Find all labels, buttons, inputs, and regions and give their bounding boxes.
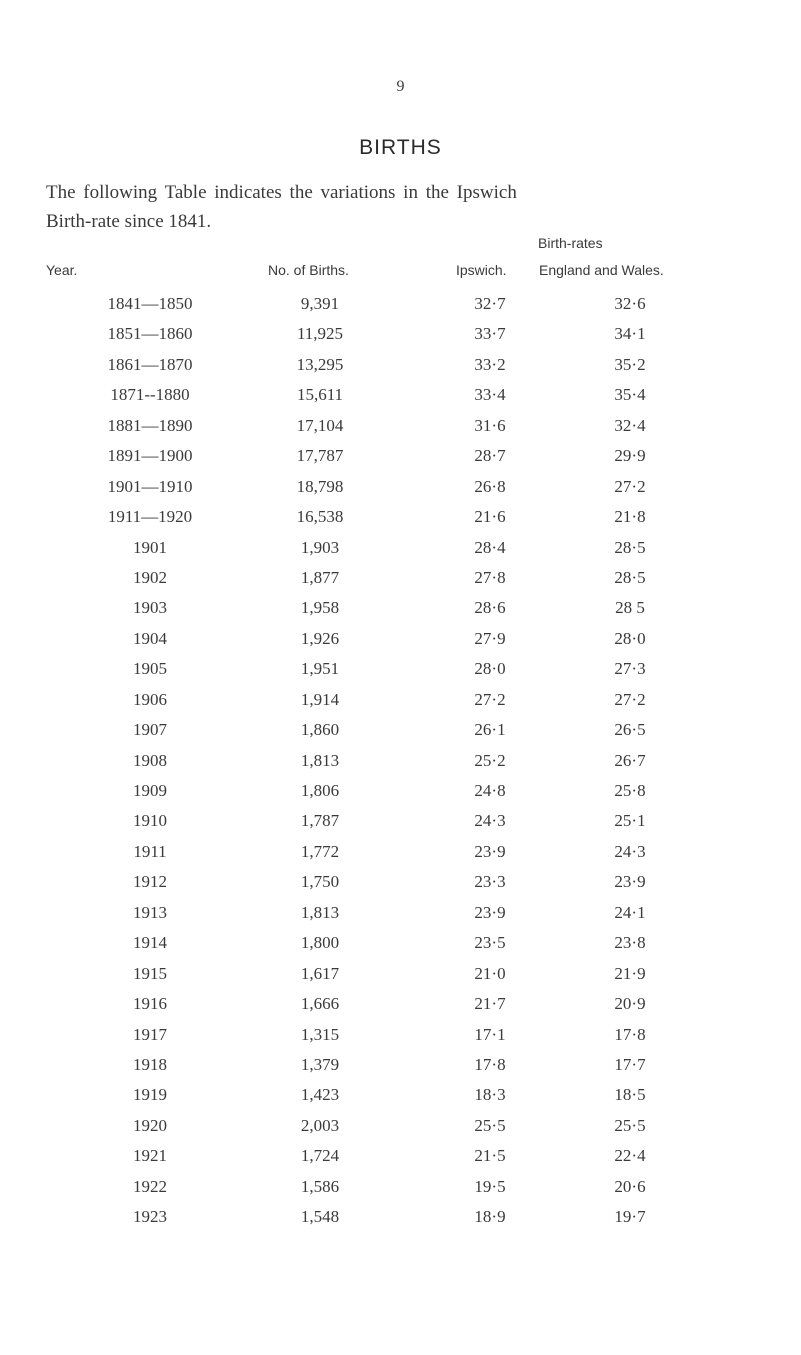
ipswich-rate-cell: 33·2	[474, 354, 506, 374]
table-row: 1913 1,813 23·9 24·1	[0, 903, 801, 933]
births-cell: 1,877	[300, 567, 340, 587]
births-cell: 1,379	[300, 1054, 340, 1074]
births-cell: 2,003	[300, 1115, 340, 1135]
table-row: 1911—1920 16,538 21·6 21·8	[0, 507, 801, 537]
table-row: 1920 2,003 25·5 25·5	[0, 1116, 801, 1146]
column-header-year: Year.	[46, 262, 78, 278]
england-wales-rate-cell: 25·5	[614, 1115, 646, 1135]
england-wales-rate-cell: 28·0	[614, 628, 646, 648]
ipswich-rate-cell: 33·7	[474, 324, 506, 344]
ipswich-rate-cell: 17·1	[474, 1024, 506, 1044]
births-cell: 1,548	[300, 1207, 340, 1227]
england-wales-rate-cell: 23·9	[614, 872, 646, 892]
ipswich-rate-cell: 26·1	[474, 720, 506, 740]
ipswich-rate-cell: 27·9	[474, 628, 506, 648]
england-wales-rate-cell: 24·3	[614, 841, 646, 861]
england-wales-rate-cell: 25·8	[614, 781, 646, 800]
england-wales-rate-cell: 24·1	[614, 902, 646, 922]
births-cell: 1,958	[300, 598, 340, 618]
births-cell: 1,860	[300, 720, 340, 740]
england-wales-rate-cell: 28·5	[614, 567, 646, 587]
england-wales-rate-cell: 22·4	[614, 1146, 646, 1166]
ipswich-rate-cell: 23·9	[474, 841, 506, 861]
england-wales-rate-cell: 27·2	[614, 476, 646, 496]
births-cell: 16,538	[296, 507, 344, 527]
table-row: 1861—1870 13,295 33·2 35·2	[0, 355, 801, 385]
england-wales-rate-cell: 19·7	[614, 1207, 646, 1227]
births-cell: 17,104	[296, 415, 344, 435]
births-cell: 1,750	[300, 872, 340, 892]
table-row: 1911 1,772 23·9 24·3	[0, 842, 801, 872]
table-row: 1914 1,800 23·5 23·8	[0, 933, 801, 963]
table-row: 1918 1,379 17·8 17·7	[0, 1055, 801, 1085]
table-row: 1922 1,586 19·5 20·6	[0, 1177, 801, 1207]
ipswich-rate-cell: 23·9	[474, 902, 506, 922]
page-heading: BIRTHS	[359, 136, 442, 159]
births-cell: 1,586	[300, 1176, 340, 1196]
births-cell: 1,315	[300, 1024, 340, 1044]
table-row: 1915 1,617 21·0 21·9	[0, 964, 801, 994]
england-wales-rate-cell: 28 5	[615, 598, 645, 618]
ipswich-rate-cell: 17·8	[474, 1054, 506, 1074]
ipswich-rate-cell: 27·2	[474, 689, 506, 709]
england-wales-rate-cell: 25·1	[614, 811, 646, 831]
table-row: 1901—1910 18,798 26·8 27·2	[0, 477, 801, 507]
ipswich-rate-cell: 28·6	[474, 598, 506, 618]
births-cell: 1,787	[300, 811, 340, 831]
ipswich-rate-cell: 21·6	[474, 507, 506, 527]
table-row: 1903 1,958 28·6 28 5	[0, 598, 801, 628]
births-table	[0, 294, 801, 1238]
table-row: 1910 1,787 24·3 25·1	[0, 811, 801, 841]
column-header-england-wales: England and Wales.	[539, 262, 664, 278]
births-cell: 1,813	[300, 750, 340, 770]
column-header-births: No. of Births.	[268, 262, 349, 278]
births-cell: 1,724	[300, 1146, 340, 1166]
ipswich-rate-cell: 33·4	[474, 385, 506, 405]
ipswich-rate-cell: 23·3	[474, 872, 506, 892]
ipswich-rate-cell: 21·5	[474, 1146, 506, 1166]
table-row: 1841—1850 9,391 32·7 32·6	[0, 294, 801, 324]
births-cell: 1,617	[300, 963, 340, 983]
births-cell: 1,800	[300, 933, 340, 953]
table-row: 1921 1,724 21·5 22·4	[0, 1146, 801, 1176]
table-row: 1904 1,926 27·9 28·0	[0, 629, 801, 659]
birth-rates-group-label: Birth-rates	[538, 235, 603, 251]
england-wales-rate-cell: 27·3	[614, 659, 646, 679]
births-cell: 15,611	[296, 385, 344, 405]
births-cell: 17,787	[296, 446, 344, 466]
births-cell: 1,806	[300, 781, 340, 800]
england-wales-rate-cell: 17·8	[614, 1024, 646, 1044]
ipswich-rate-cell: 26·8	[474, 476, 506, 496]
england-wales-rate-cell: 28·5	[614, 537, 646, 557]
ipswich-rate-cell: 31·6	[474, 415, 506, 435]
england-wales-rate-cell: 26·7	[614, 750, 646, 770]
births-cell: 1,813	[300, 902, 340, 922]
england-wales-rate-cell: 27·2	[614, 689, 646, 709]
ipswich-rate-cell: 18·9	[474, 1207, 506, 1227]
table-row: 1851—1860 11,925 33·7 34·1	[0, 324, 801, 354]
births-cell: 1,926	[300, 628, 340, 648]
england-wales-rate-cell: 32·4	[614, 415, 646, 435]
ipswich-rate-cell: 28·0	[474, 659, 506, 679]
england-wales-rate-cell: 26·5	[614, 720, 646, 740]
page-number: 9	[396, 78, 405, 95]
table-row: 1908 1,813 25·2 26·7	[0, 751, 801, 781]
table-row: 1901 1,903 28·4 28·5	[0, 538, 801, 568]
table-row: 1905 1,951 28·0 27·3	[0, 659, 801, 689]
ipswich-rate-cell: 28·7	[474, 446, 506, 466]
table-row: 1881—1890 17,104 31·6 32·4	[0, 416, 801, 446]
column-header-ipswich: Ipswich.	[456, 262, 507, 278]
ipswich-rate-cell: 27·8	[474, 567, 506, 587]
england-wales-rate-cell: 20·9	[614, 994, 646, 1014]
england-wales-rate-cell: 20·6	[614, 1176, 646, 1196]
england-wales-rate-cell: 35·2	[614, 354, 646, 374]
births-cell: 1,903	[300, 537, 340, 557]
births-cell: 1,666	[300, 994, 340, 1014]
table-row: 1919 1,423 18·3 18·5	[0, 1085, 801, 1115]
ipswich-rate-cell: 25·5	[474, 1115, 506, 1135]
births-cell: 18,798	[296, 476, 344, 496]
england-wales-rate-cell: 17·7	[614, 1054, 646, 1074]
england-wales-rate-cell: 29·9	[614, 446, 646, 466]
ipswich-rate-cell: 23·5	[474, 933, 506, 953]
england-wales-rate-cell: 23·8	[614, 933, 646, 953]
births-cell: 1,951	[300, 659, 340, 679]
ipswich-rate-cell: 19·5	[474, 1176, 506, 1196]
births-cell: 1,914	[300, 689, 340, 709]
intro-text-line-1: The following Table indicates the variations in the Ipswich	[46, 182, 517, 203]
births-cell: 9,391	[300, 294, 340, 313]
table-row: 1917 1,315 17·1 17·8	[0, 1025, 801, 1055]
table-row: 1916 1,666 21·7 20·9	[0, 994, 801, 1024]
intro-text-line-2: Birth-rate since 1841.	[46, 211, 212, 232]
births-cell: 11,925	[296, 324, 344, 344]
births-cell: 1,772	[300, 841, 340, 861]
ipswich-rate-cell: 24·8	[474, 781, 506, 800]
table-row: 1891—1900 17,787 28·7 29·9	[0, 446, 801, 476]
ipswich-rate-cell: 24·3	[474, 811, 506, 831]
births-cell: 1,423	[300, 1085, 340, 1105]
ipswich-rate-cell: 28·4	[474, 537, 506, 557]
table-row: 1906 1,914 27·2 27·2	[0, 690, 801, 720]
england-wales-rate-cell: 21·8	[614, 507, 646, 527]
table-row: 1902 1,877 27·8 28·5	[0, 568, 801, 598]
ipswich-rate-cell: 32·7	[474, 294, 506, 313]
england-wales-rate-cell: 18·5	[614, 1085, 646, 1105]
ipswich-rate-cell: 21·0	[474, 963, 506, 983]
ipswich-rate-cell: 21·7	[474, 994, 506, 1014]
england-wales-rate-cell: 34·1	[614, 324, 646, 344]
ipswich-rate-cell: 18·3	[474, 1085, 506, 1105]
table-row: 1871--1880 15,611 33·4 35·4	[0, 385, 801, 415]
ipswich-rate-cell: 25·2	[474, 750, 506, 770]
england-wales-rate-cell: 21·9	[614, 963, 646, 983]
table-row: 1912 1,750 23·3 23·9	[0, 872, 801, 902]
table-row: 1907 1,860 26·1 26·5	[0, 720, 801, 750]
table-row: 1923 1,548 18·9 19·7	[0, 1207, 801, 1237]
england-wales-rate-cell: 32·6	[614, 294, 646, 313]
table-row: 1909 1,806 24·8 25·8	[0, 781, 801, 811]
births-cell: 13,295	[296, 354, 344, 374]
england-wales-rate-cell: 35·4	[614, 385, 646, 405]
